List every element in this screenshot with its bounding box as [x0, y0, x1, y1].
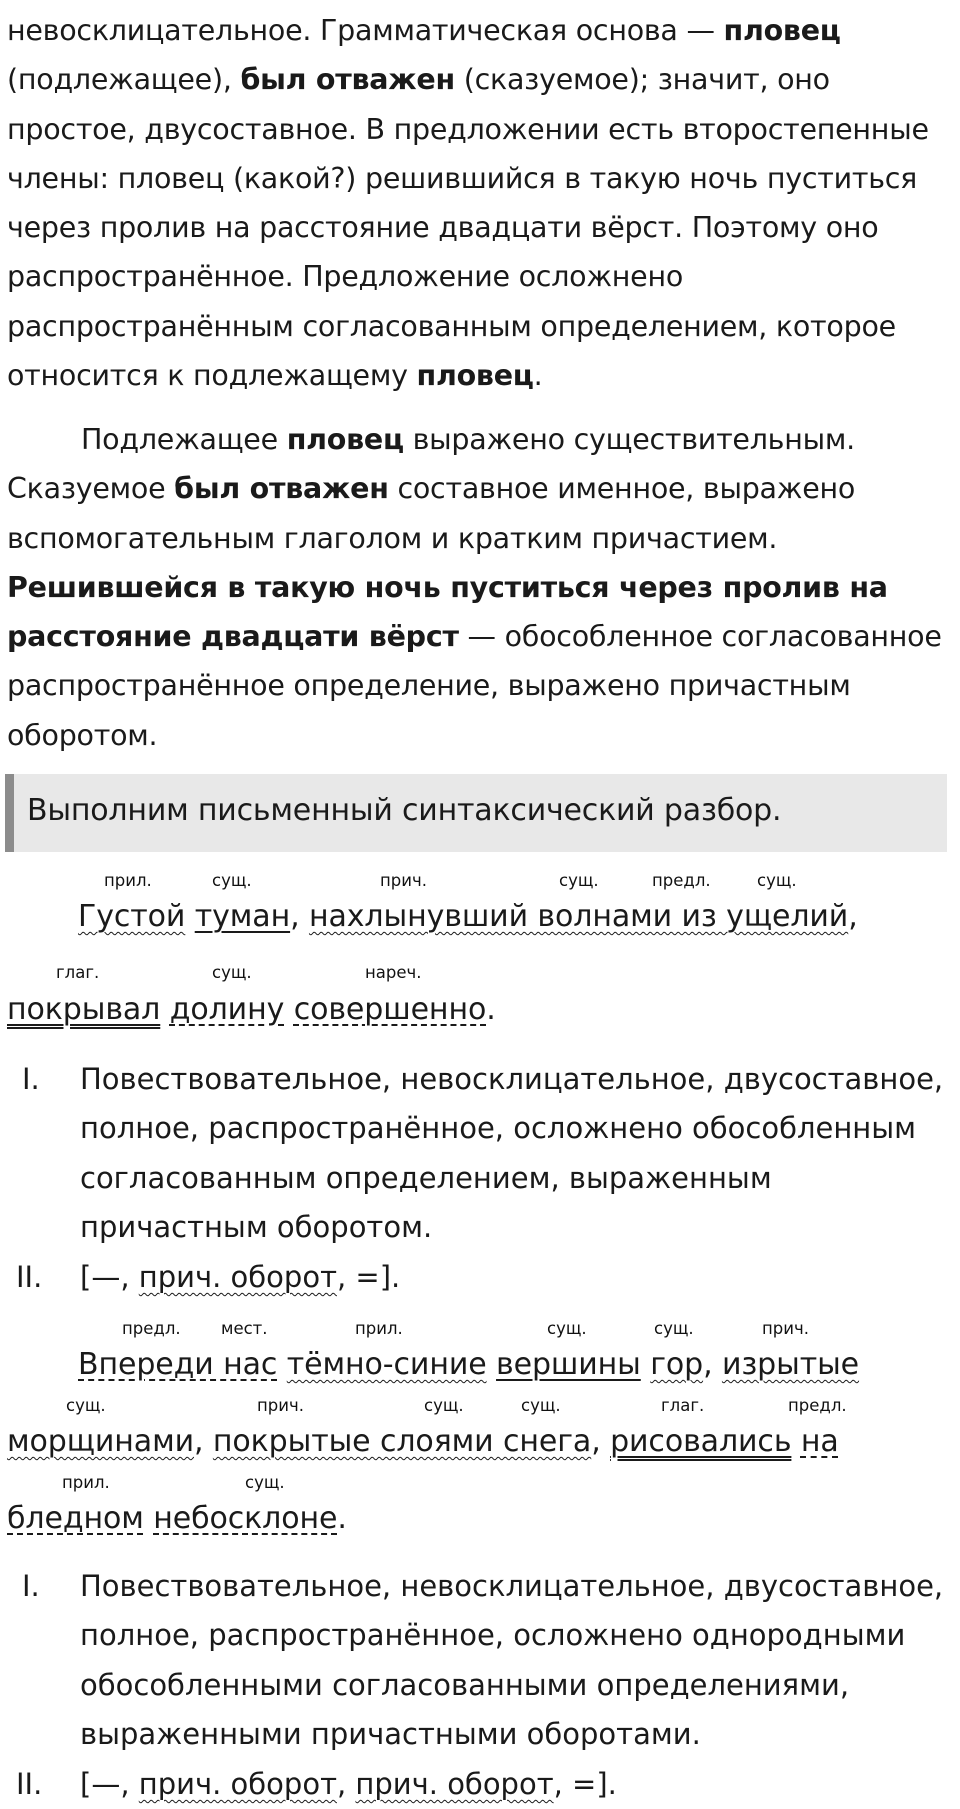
pos-label: сущ. [424, 1396, 464, 1415]
list-number: II. [16, 1260, 43, 1294]
pos-label: сущ. [521, 1396, 561, 1415]
text-run: выражено существительным. Сказуемое [7, 423, 855, 506]
list-item: [—, прич. оборот, прич. оборот, =]. [80, 1767, 617, 1801]
section-heading [5, 774, 947, 852]
word-attribute: тёмно-синие [286, 1347, 487, 1382]
text-run: составное именное, выражено вспомогательным глаголом и кратким причастием. [7, 472, 856, 555]
scheme-phrase: прич. оборот [355, 1767, 554, 1801]
word-adverbial: Впереди нас [78, 1347, 278, 1382]
pos-label: сущ. [654, 1319, 694, 1338]
bold-term: был отважен [174, 472, 389, 506]
participial-phrase: нахлынувший волнами из ущелий [308, 899, 849, 934]
parse-sentence-1-line-1: Густой туман, нахлынувший волнами из ущелий, [78, 899, 858, 934]
text-run: (сказуемое); значит, оно простое, двусоставное. В предложении есть второстепенные члены: пловец (какой?) решившийся в такую ночь пуститься через пролив на расстояние двадцати вёрст. Поэтому оно распространённое. Предложение осложнено распространённым согласованным определением, которое относится к подлежащему [7, 63, 929, 393]
bold-term: пловец [286, 423, 404, 456]
pos-label: глаг. [661, 1396, 705, 1415]
participial-phrase: морщинами [7, 1424, 195, 1459]
word-adverbial: небосклоне [153, 1501, 338, 1536]
pos-label: сущ. [66, 1396, 106, 1415]
participial-phrase: изрытые [721, 1347, 860, 1382]
word-adverbial: на [800, 1424, 839, 1459]
word-subject: вершины [496, 1347, 641, 1382]
text-run: Подлежащее [81, 423, 287, 456]
parse-sentence-2-line-1: Впереди нас тёмно-синие вершины гор, изрытые [78, 1347, 860, 1382]
word-predicate: покрывал [7, 992, 161, 1027]
pos-label: сущ. [212, 963, 252, 982]
parse-sentence-1-line-2: покрывал долину совершенно. [7, 992, 496, 1027]
pos-label: нареч. [365, 963, 422, 982]
word-subject: туман [194, 899, 291, 934]
pos-label: сущ. [559, 871, 599, 890]
bold-term: пловец [723, 14, 841, 47]
pos-label: сущ. [245, 1473, 285, 1492]
word-adverbial: совершенно [293, 992, 487, 1027]
list-item: Повествовательное, невосклицательное, двусоставное, полное, распространённое, осложнено однородными обособленными согласованными определениями, выраженными причастными оборотами. [80, 1569, 944, 1752]
list-number: II. [16, 1767, 43, 1801]
pos-label: мест. [221, 1319, 268, 1338]
text-run: (подлежащее), [7, 63, 241, 97]
list-number: I. [22, 1569, 40, 1603]
pos-label: глаг. [56, 963, 100, 982]
pos-label: предл. [788, 1396, 847, 1415]
section-heading-text: Выполним письменный синтаксический разбор. [27, 793, 782, 828]
pos-label: предл. [122, 1319, 181, 1338]
pos-label: прич. [762, 1319, 809, 1338]
participial-phrase: покрытые слоями снега [212, 1424, 592, 1459]
pos-label: прил. [62, 1473, 110, 1492]
word-object: долину [169, 992, 285, 1027]
word-attribute: Густой [78, 899, 186, 934]
list-item: [—, прич. оборот, =]. [80, 1260, 401, 1294]
pos-label: прил. [355, 1319, 403, 1338]
bold-term: был отважен [240, 63, 455, 97]
parse-sentence-2-line-3: бледном небосклоне. [7, 1501, 347, 1536]
scheme-phrase: прич. оборот [138, 1767, 337, 1801]
parse-sentence-2-line-2: морщинами, покрытые слоями снега, рисовались на [7, 1424, 839, 1459]
paragraph-1 [7, 6, 959, 400]
pos-label: прич. [257, 1396, 304, 1415]
bold-term: пловец [416, 359, 534, 393]
pos-label: прил. [104, 871, 152, 890]
text-run: . [533, 359, 543, 393]
word-attribute: гор [650, 1347, 704, 1382]
list-number: I. [22, 1062, 40, 1096]
list-item: Повествовательное, невосклицательное, двусоставное, полное, распространённое, осложнено обособленным согласованным определением, выраженным причастным оборотом. [80, 1062, 944, 1245]
pos-label: сущ. [757, 871, 797, 890]
text-run: — обособленное согласованное распространённое определение, выражено причастным оборотом. [7, 620, 942, 752]
pos-label: прич. [380, 871, 427, 890]
word-adverbial: бледном [7, 1501, 144, 1536]
bold-term: Решившейся в такую ночь пуститься через пролив на расстояние двадцати вёрст [7, 570, 888, 654]
paragraph-2 [7, 415, 959, 760]
pos-label: сущ. [212, 871, 252, 890]
pos-label: сущ. [547, 1319, 587, 1338]
scheme-phrase: прич. оборот [138, 1260, 337, 1294]
text-run: невосклицательное. Грамматическая основа — [7, 14, 724, 47]
pos-label: предл. [652, 871, 711, 890]
word-predicate: рисовались [610, 1424, 792, 1459]
